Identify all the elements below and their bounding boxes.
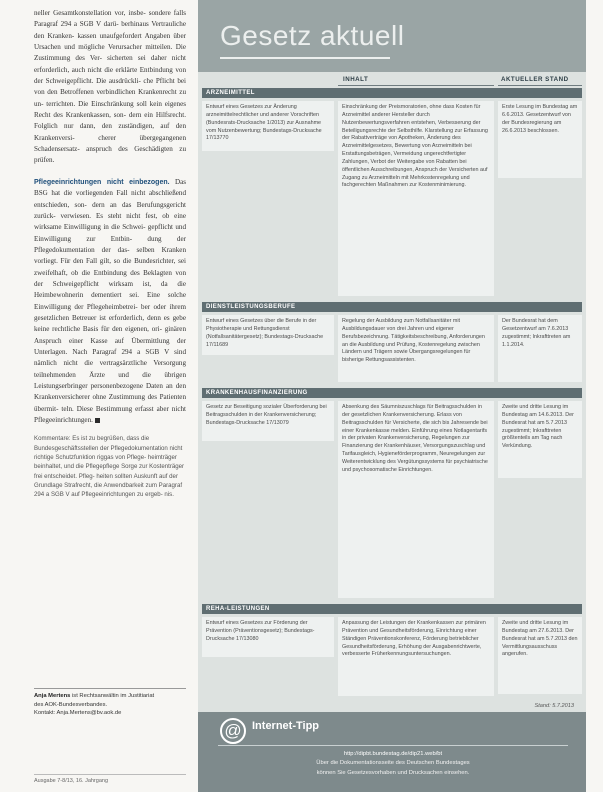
law-title-cell: Gesetz zur Beseitigung sozialer Überforderung bei Beitragsschulden in der Krankenversicherung; Bundestags-Drucksache 17/13079 [202, 401, 334, 441]
author-contact: Kontakt: Anja.Mertens@bv.aok.de [34, 710, 122, 717]
section-title: ARZNEIMITTEL [202, 88, 582, 98]
article-paragraph-1: neller Gesamtkonstellation vor, insbe- sondere falls Paragraf 294 a SGB V darü- berhinaus Vertrauliche den Kranken- kassen unaufgefordert Angaben über Ursachen und mögliche Verursacher mitteilen. Die Zustimmung des Ver- sicherten sei daher nicht erforderlich, auch nicht die erklärte Entbindung von der Schweigepflicht. Die ausdrückli- che Pflicht bei von den Betroffenen verbindlichen Krankenrecht zu un- terrichten. Die Einschränkung soll kein eigenes Recht des Krankenkassen, son- dern ein Hilfsrecht. Folglich nur dann, den zuständigen, auf den Krankenversi- cherer übergegangenen Schadensersatz- anspruch des Geschädigten zu prüfen. [34, 9, 186, 165]
status-date: Stand: 5.7.2013 [534, 703, 574, 709]
section-title: DIENSTLEISTUNGSBERUFE [202, 302, 582, 312]
law-content-cell: Anpassung der Leistungen der Krankenkassen zur primären Prävention und Gesundheitsförderung, Einrichtung einer Ständigen Präventionskonferenz, Förderung betrieblicher Gesundheitsförderung, Erhöhung der Ausgabenrichtwerte, verbesserte Früherkennungsuntersuchungen. [338, 617, 494, 696]
law-section [202, 88, 582, 296]
subheading-pflegeeinrichtungen: Pflegeeinrichtungen nicht einbezogen. [34, 178, 170, 186]
section-title: KRANKENHAUSFINANZIERUNG [202, 388, 582, 398]
law-section [202, 388, 582, 598]
at-sign-icon: @ [220, 718, 246, 744]
box-header [198, 0, 586, 72]
law-status-cell: Erste Lesung im Bundestag am 6.6.2013. Gesetzentwurf von der Bundesregierung am 26.6.2013 beschlossen. [498, 101, 582, 178]
author-name: Anja Mertens [34, 693, 71, 699]
law-status-cell: Zweite und dritte Lesung im Bundestag am 14.6.2013. Der Bundesrat hat am 5.7.2013 zugestimmt; Inkrafttreten größtenteils am Tag nach Verkündung. [498, 401, 582, 478]
author-organisation: des AOK-Bundesverbandes. [34, 701, 108, 708]
tipp-divider [218, 745, 568, 746]
law-section [202, 302, 582, 382]
column-header-rule [338, 85, 494, 86]
tipp-text [218, 750, 568, 778]
column-header-stand: AKTUELLER STAND [501, 76, 569, 83]
law-status-cell: Der Bundesrat hat dem Gesetzentwurf am 7.6.2013 zugestimmt; Inkrafttreten am 1.1.2014. [498, 315, 582, 382]
page-footer: Ausgabe 7-8/13, 16. Jahrgang [34, 774, 186, 784]
article-paragraph-2-text: Das BSG hat die vorliegenden Fall nicht abschließend entschieden, son- dern an das Berufungsgericht zurück- verwiesen. Es steht nicht fest, ob eine wirksame Einwilligung in die Schwei- gepflicht und Einwilligung zur Entbin- dung der Pflegedokumentation der das- selben Kranken vorliegt. Für den Fall gilt, so die Bundesrichter, sei zweifelhaft, ob die Entbindung des Beklagten von der Schweigepflicht wirksam ist, da die Heimbewohnerin dementiert sei. Eine solche Einwilligung der Pflegeheimbetrei- ber oder ihrem gesetzlichen Betreuer ist erforderlich, denn es gebe keine rechtliche Basis für den eigenen, ori- ginären Anspruch einer Kasse auf Übermittlung der Unterlagen. Nach Paragraf 294 a SGB V sind nämlich nicht die vertragsärztliche Versorgung teilnehmenden Ärzte und die übrigen Leistungserbringer personenbezogene Daten an den Krankenversicherer ohne Zustimmung des Patienten übermit- teln. Diese Bestimmung erfasst aber nicht Pflegeeinrichtungen. [34, 177, 186, 425]
author-box [34, 688, 186, 718]
section-title: REHA-LEISTUNGEN [202, 604, 582, 614]
law-title-cell: Entwurf eines Gesetzes zur Änderung arzneimittelrechtlicher und anderer Vorschriften (Bundesrats-Drucksache 1/2013) zur Ausnahme vom Nutzenbewertung; Bundestags-Drucksache 17/13770 [202, 101, 334, 151]
column-header-rule [498, 85, 582, 86]
law-content-cell: Absenkung des Säumniszuschlags für Beitragsschulden in der gesetzlichen Krankenversicherung. Erlass von Beitragsschulden für Versicherte, die sich bis Jahresende bei einer Krankenkasse melden. Einführung eines Notlagentarifs in der privaten Krankenversicherung, Regelungen zur Finanzierung der Krankenhäuser, Versorgungszuschlag und Tarifausgleich, Hygieneförderprogramm, Neuregelungen zur Weiterentwicklung des Vergütungssystems für psychiatrische und psychosomatische Einrichtungen. [338, 401, 494, 598]
tipp-title: Internet-Tipp [252, 720, 320, 732]
article-column [34, 8, 186, 499]
law-content-cell: Einschränkung der Preismoratorien, ohne dass Kosten für Arzneimittel anderer Hersteller durch Nutzenbewertungsverfahren entstehen, Verbesserung der Beteiligungsrechte der Selbsthilfe. Klarstellung zur Erfassung der Rabattverträge von Apotheken, Änderung des Arzneimittelgesetzes, Bewertung von Arzneimitteln bei Erstattungsbeträgen, Vermeidung ungerechtfertigter Zahlungen, Verbot der Weitergabe von Rabatten bei öffentlichen Ausschreibungen, Anspruch der Versicherten auf Zugang zu Arzneimitteln mit Mehrkostenregelung und fachgerechten Maßnahmen zur Kostenminimierung. [338, 101, 494, 296]
commentary-paragraph: Kommentare: Es ist zu begrüßen, dass die Bundesgeschäftsstellen der Pflegedokumentation nicht richtige Schutzfunktion riggas von Pflege- heimträger beinhaltet, und die Pflegepflege Sorge zur Kostenträger frei entscheidet. Pfleg- heiten sollten Auskunft auf der Grundlage Strafrecht, die Anwendbarkeit zum Paragraf 294 a SGB V auf Pflegeeinrichtungen zu ergeb- nis. [34, 435, 185, 499]
tipp-url[interactable]: http://dipbt.bundestag.de/dip21.web/bt [343, 751, 443, 757]
internet-tipp [198, 712, 586, 792]
tipp-description-2: können Sie Gesetzesvorhaben und Drucksachen einsehen. [316, 769, 470, 776]
end-mark-icon [95, 418, 100, 423]
column-header-inhalt: INHALT [343, 76, 369, 83]
box-title: Gesetz aktuell [220, 20, 405, 51]
tipp-description-1: Über die Dokumentationsseite des Deutschen Bundestages [316, 760, 470, 767]
article-paragraph-2 [34, 177, 186, 427]
law-title-cell: Entwurf eines Gesetzes über die Berufe in der Physiotherapie und Rettungsdienst (Notfallsanitätergesetz); Bundestags-Drucksache 17/11689 [202, 315, 334, 355]
title-underline [220, 57, 390, 59]
author-role: ist Rechtsanwältin im Justitiariat [70, 693, 155, 699]
law-status-cell: Zweite und dritte Lesung im Bundestag am 27.6.2013. Der Bundesrat hat am 5.7.2013 den Vermittlungsausschuss angerufen. [498, 617, 582, 694]
law-content-cell: Regelung der Ausbildung zum Notfallsanitäter mit Ausbildungsdauer von drei Jahren und eigener Berufsbezeichnung. Tätigkeitsbeschreibung, Anforderungen an die Ausbildung und Prüfung, Kostenregelung zwischen Ländern und Trägern sowie Übergangsregelungen für bisherige Rettungsassistenten. [338, 315, 494, 382]
law-section [202, 604, 582, 696]
law-title-cell: Entwurf eines Gesetzes zur Förderung der Prävention (Präventionsgesetz); Bundestags-Drucksache 17/13080 [202, 617, 334, 657]
gesetz-aktuell-box [198, 0, 586, 792]
